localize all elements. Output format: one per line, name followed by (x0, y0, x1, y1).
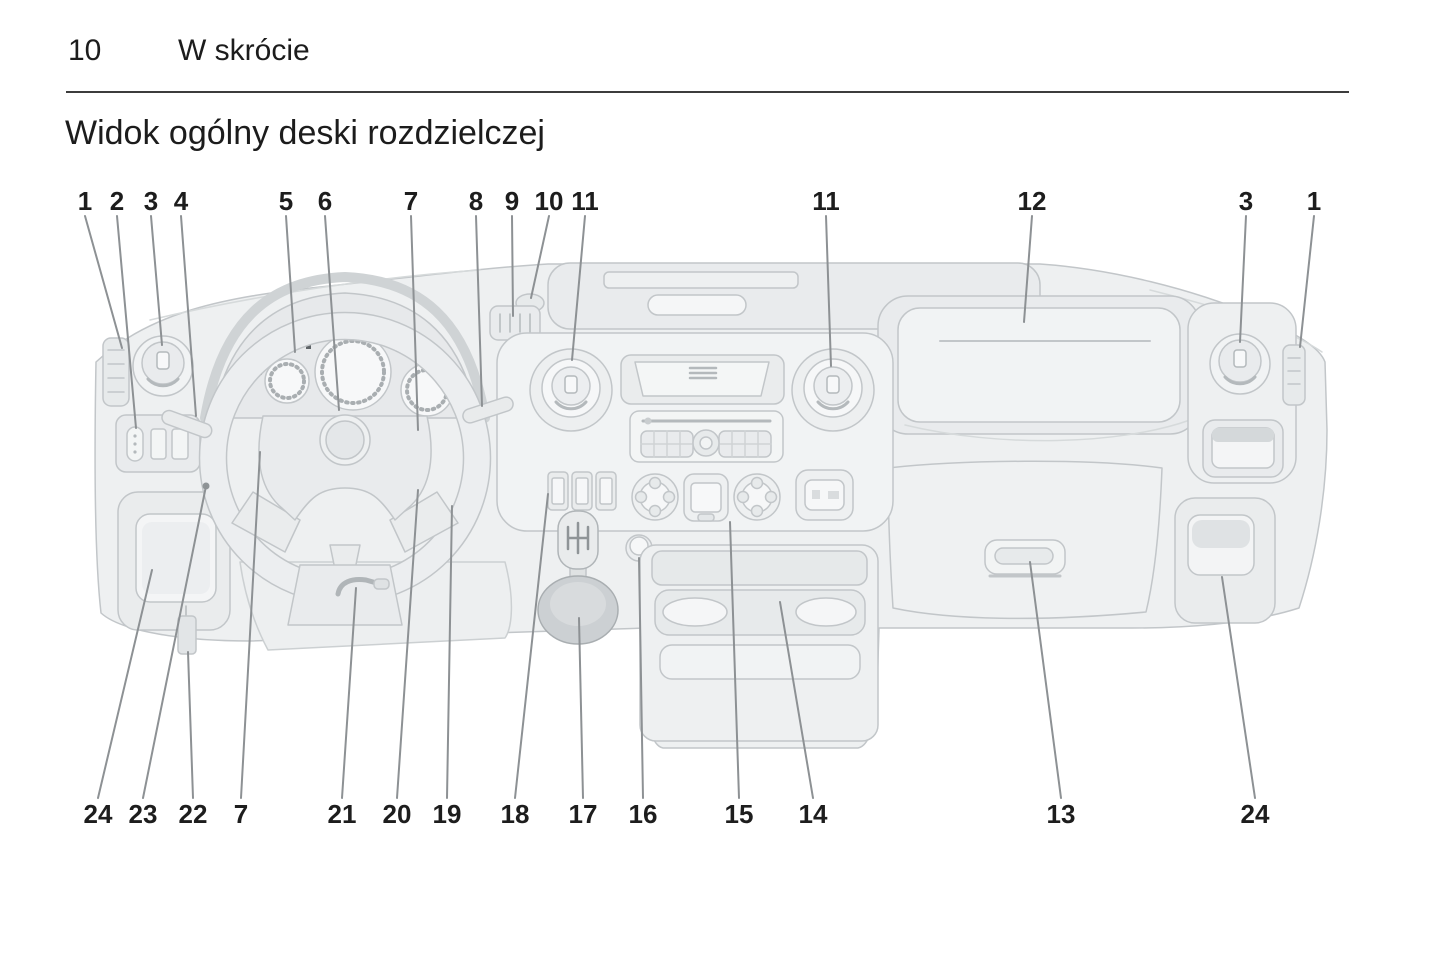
callout-11: 11 (571, 186, 599, 216)
section-title: W skrócie (178, 34, 310, 67)
hazard-switch-panel (796, 470, 853, 520)
radio-unit (630, 411, 783, 462)
callout-9: 9 (504, 186, 520, 216)
steering-column (288, 565, 402, 625)
callout-17: 17 (568, 799, 598, 829)
glovebox (888, 461, 1162, 618)
callout-14: 14 (798, 799, 828, 829)
callout-22: 22 (178, 799, 208, 829)
callout-18: 18 (500, 799, 530, 829)
callout-5: 5 (278, 186, 294, 216)
right-open-tray (1203, 420, 1283, 477)
callout-1: 1 (1306, 186, 1322, 216)
callout-6: 6 (317, 186, 333, 216)
center-vent-left (530, 349, 612, 431)
callout-16: 16 (628, 799, 658, 829)
callout-13: 13 (1046, 799, 1076, 829)
passenger-airbag-panel (878, 296, 1200, 441)
callout-7: 7 (403, 186, 419, 216)
climate-controls (632, 474, 780, 521)
callout-3: 3 (143, 186, 159, 216)
callout-1: 1 (77, 186, 93, 216)
page-heading: Widok ogólny deski rozdzielczej (65, 114, 545, 152)
callout-3: 3 (1238, 186, 1254, 216)
callout-8: 8 (468, 186, 484, 216)
callout-10: 10 (534, 186, 564, 216)
callout-21: 21 (327, 799, 357, 829)
right-vent-panel (1188, 303, 1305, 483)
callout-24: 24 (83, 799, 113, 829)
display-recess (621, 355, 784, 404)
callout-15: 15 (724, 799, 754, 829)
page-number: 10 (68, 34, 102, 67)
right-side-vent (1283, 345, 1305, 405)
switch-bank-18 (548, 472, 616, 510)
callout-2: 2 (109, 186, 125, 216)
right-round-vent (1210, 334, 1270, 394)
callout-4: 4 (173, 186, 189, 216)
callout-20: 20 (382, 799, 412, 829)
right-lower-storage (1175, 498, 1275, 623)
callout-23: 23 (128, 799, 158, 829)
callout-19: 19 (432, 799, 462, 829)
center-vent-right (792, 349, 874, 431)
callout-7: 7 (233, 799, 249, 829)
center-console (640, 545, 878, 741)
callout-11: 11 (812, 186, 840, 216)
callout-24: 24 (1240, 799, 1270, 829)
callout-12: 12 (1017, 186, 1047, 216)
left-side-vent (103, 338, 129, 406)
